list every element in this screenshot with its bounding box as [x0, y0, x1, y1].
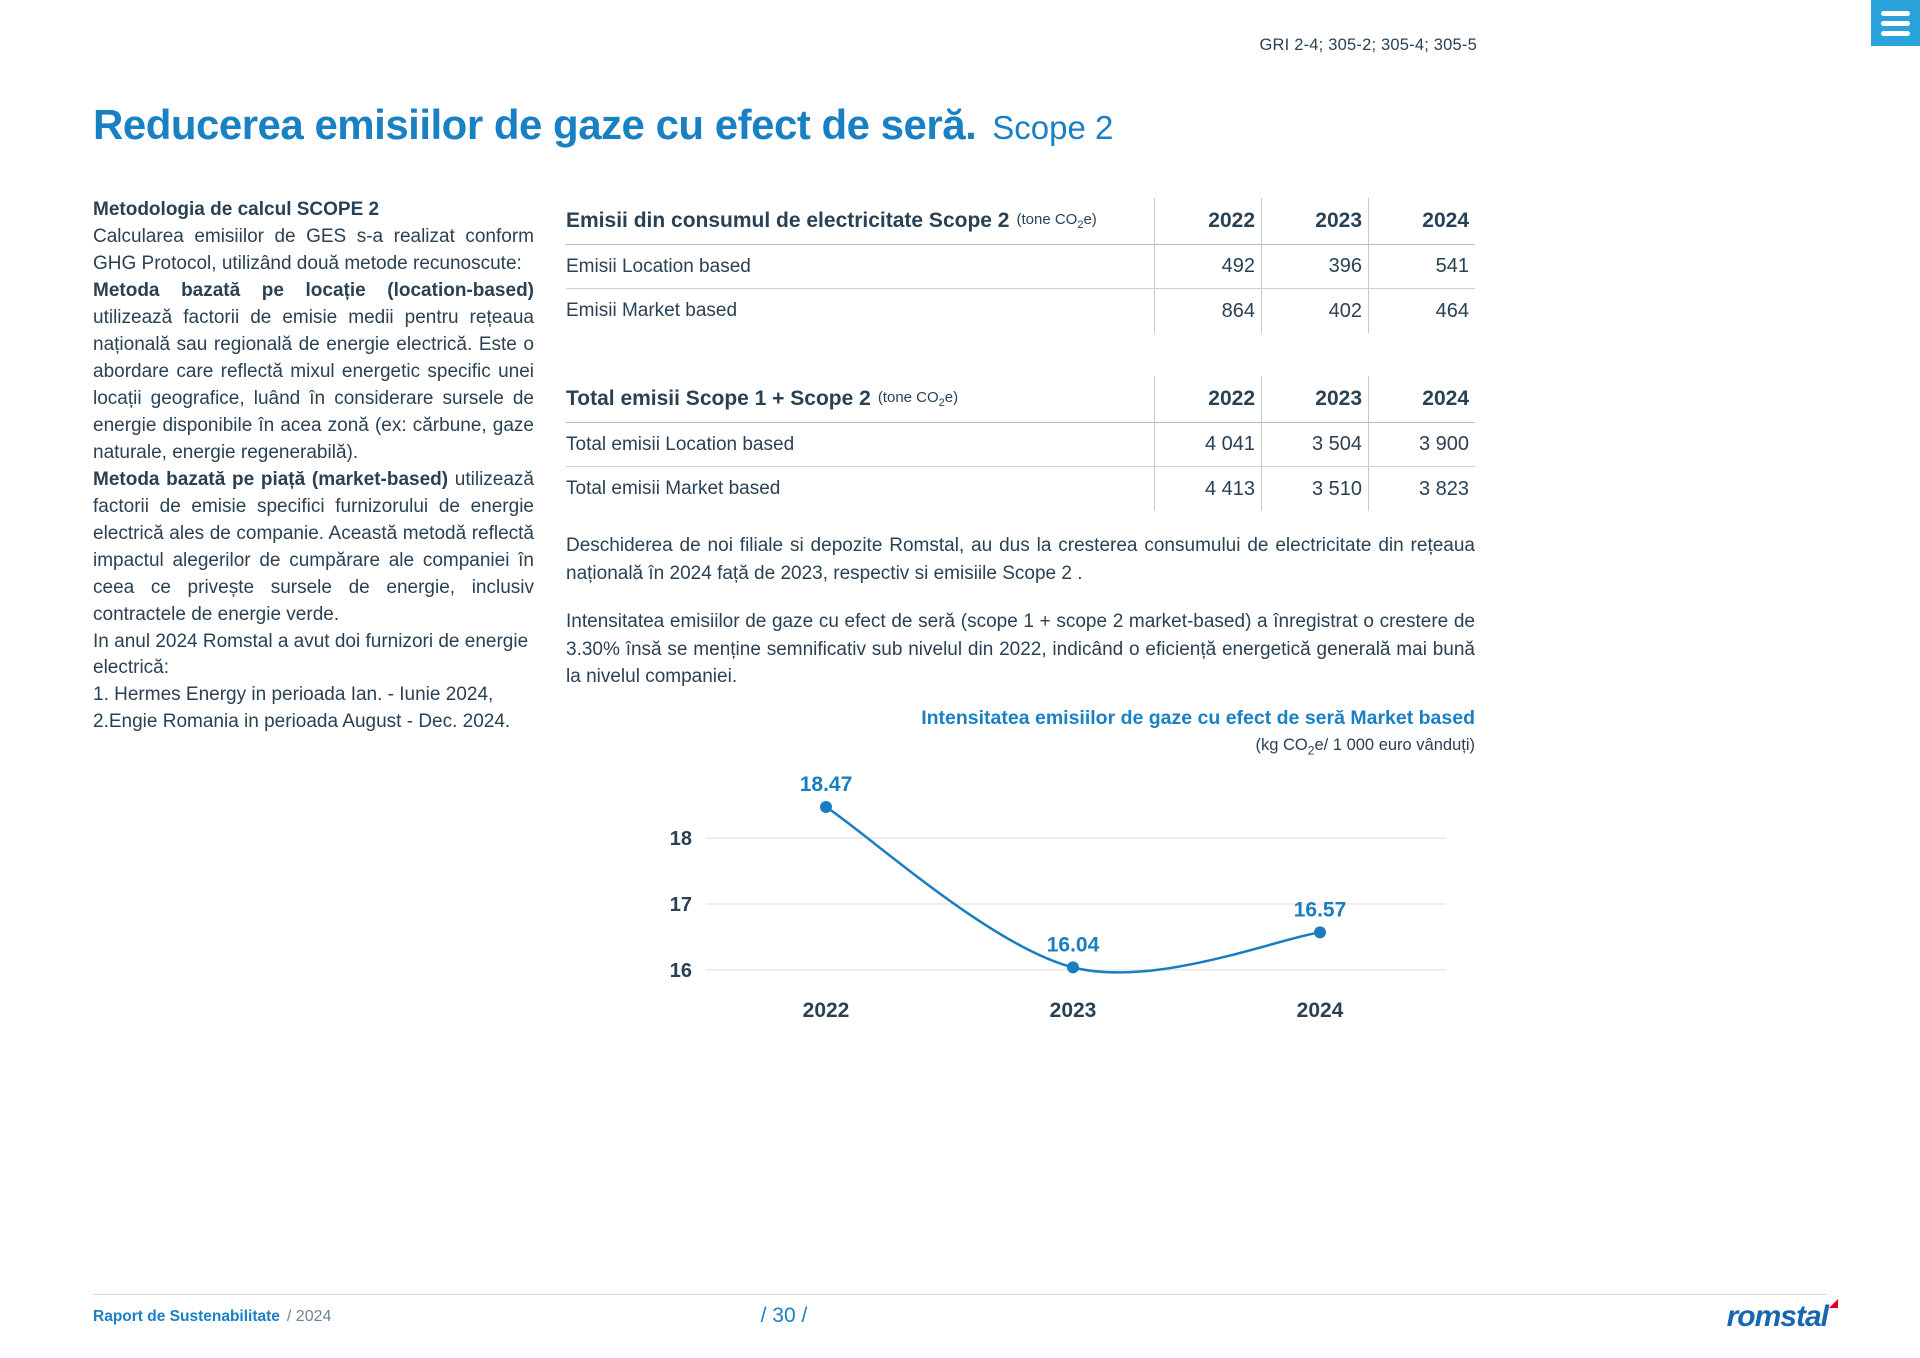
- row-label: Emisii Market based: [566, 300, 738, 321]
- table-cell: 3 510: [1261, 467, 1368, 511]
- table-cell: 4 041: [1154, 423, 1261, 466]
- data-point: [820, 801, 832, 813]
- y-tick-label: 16: [669, 960, 692, 982]
- table-cell: 3 823: [1368, 467, 1475, 511]
- value-label: 16.04: [1046, 933, 1100, 957]
- table-cell: 864: [1154, 289, 1261, 333]
- chart-subtitle: (kg $CO_2e/$ 1 000 euro vânduți): [1255, 736, 1475, 758]
- row-label: Total emisii Market based: [566, 478, 781, 499]
- market-method-paragraph: [93, 467, 534, 629]
- menu-button[interactable]: [1871, 0, 1920, 46]
- table-cell: 492: [1154, 245, 1261, 288]
- table-header-row: [566, 376, 1475, 423]
- year-header: 2024: [1368, 376, 1475, 422]
- table-cell: 3 504: [1261, 423, 1368, 466]
- table-unit: (tone $CO_2e$): [877, 389, 959, 409]
- y-tick-label: 17: [669, 894, 692, 916]
- row-label: Total emisii Location based: [566, 433, 795, 455]
- table-title-cell: [566, 376, 1154, 422]
- table-title-cell: [566, 198, 1154, 244]
- table-title: Total emisii Scope 1 + Scope 2: [566, 387, 871, 410]
- value-label: 18.47: [799, 772, 853, 796]
- table-row: [566, 467, 1475, 511]
- table-cell: 396: [1261, 245, 1368, 288]
- table-cell: 3 900: [1368, 423, 1475, 466]
- table-cell: 4 413: [1154, 467, 1261, 511]
- x-category-label: 2024: [1296, 999, 1344, 1022]
- table-header-row: [566, 198, 1475, 245]
- page-number: / 30 /: [760, 1304, 808, 1327]
- table-unit: (tone $CO_2e$): [1016, 211, 1097, 231]
- market-method-body: utilizează factorii de emisie specifici furnizorului de energie electrică ales de companie. Această metodă reflectă impactul alegerilor de cumpărare ale companiei în ceea ce privește sursele de energie, inclusiv contractele de energie verde.: [93, 468, 534, 625]
- romstal-logo: romstal: [1727, 1300, 1828, 1334]
- methodology-paragraph: [93, 197, 534, 278]
- table-cell: 464: [1368, 289, 1475, 333]
- table-cell: 402: [1261, 289, 1368, 333]
- footer-divider: [93, 1294, 1827, 1295]
- paragraph-electricity-growth: Deschiderea de noi filiale si depozite Romstal, au dus la cresterea consumului de electricitate din rețeaua națională în 2024 față de 2023, respectiv si emisiile Scope 2 .: [566, 535, 1475, 584]
- scope2-electricity-table: [566, 198, 1475, 333]
- supplier-item-1: 1. Hermes Energy in perioada Ian. - Iunie 2024,: [93, 684, 494, 706]
- report-year: / 2024: [286, 1308, 332, 1325]
- table-row: [566, 289, 1475, 333]
- table-title: Emisii din consumul de electricitate Scope 2: [566, 209, 1010, 232]
- report-title: Raport de Sustenabilitate: [93, 1308, 280, 1325]
- year-header: 2024: [1368, 198, 1475, 244]
- table-row: [566, 245, 1475, 289]
- location-method-heading: Metoda bazată pe locație (location-based): [93, 279, 534, 301]
- left-text-column: [93, 197, 534, 736]
- chart-title: Intensitatea emisiilor de gaze cu efect de seră Market based: [921, 707, 1475, 729]
- value-label: 16.57: [1293, 898, 1347, 922]
- year-header: 2022: [1154, 376, 1261, 422]
- year-header: 2023: [1261, 376, 1368, 422]
- page-title-row: [93, 101, 1113, 149]
- year-header: 2022: [1154, 198, 1261, 244]
- market-method-heading: Metoda bazată pe piață (market-based): [93, 468, 449, 490]
- y-tick-label: 18: [669, 828, 692, 850]
- table-row: [566, 423, 1475, 467]
- row-label: Emisii Location based: [566, 255, 751, 277]
- paragraph-intensity: Intensitatea emisiilor de gaze cu efect de seră (scope 1 + scope 2 market-based) a înregistrat o crestere de 3.30% însă se menține semnificativ sub nivelul din 2022, indicând o eficiență energetică generală mai bună la nivelul companiei.: [566, 611, 1475, 688]
- table-cell: 541: [1368, 245, 1475, 288]
- year-header: 2023: [1261, 198, 1368, 244]
- location-method-paragraph: [93, 278, 534, 467]
- data-point: [1314, 926, 1326, 938]
- data-point: [1067, 961, 1079, 973]
- methodology-heading: Metodologia de calcul SCOPE 2: [93, 199, 380, 220]
- x-category-label: 2023: [1049, 999, 1097, 1022]
- gri-tags: GRI 2-4; 305-2; 305-4; 305-5: [1259, 36, 1477, 54]
- total-emissions-table: [566, 376, 1475, 511]
- methodology-body: Calcularea emisiilor de GES s-a realizat conform GHG Protocol, utilizând două metode recunoscute:: [93, 225, 534, 274]
- page-title-suffix: Scope 2: [992, 109, 1114, 146]
- suppliers-intro: In anul 2024 Romstal a avut doi furnizori de energie electrică:: [93, 630, 529, 679]
- logo-red-accent-icon: [1829, 1299, 1838, 1308]
- intensity-line-chart: [566, 766, 1475, 1036]
- location-method-body: utilizează factorii de emisie medii pentru rețeaua națională sau regională de energie electrică. Este o abordare care reflectă mixul energetic specific unei locații geografice, luând în considerare sursele de energie disponibile în acea zonă (ex: cărbune, gaze naturale, energie regenerabilă).: [93, 306, 534, 463]
- supplier-item-2: 2.Engie Romania in perioada August - Dec. 2024.: [93, 711, 511, 733]
- page-title: Reducerea emisiilor de gaze cu efect de seră.: [93, 101, 977, 148]
- x-category-label: 2022: [802, 999, 850, 1022]
